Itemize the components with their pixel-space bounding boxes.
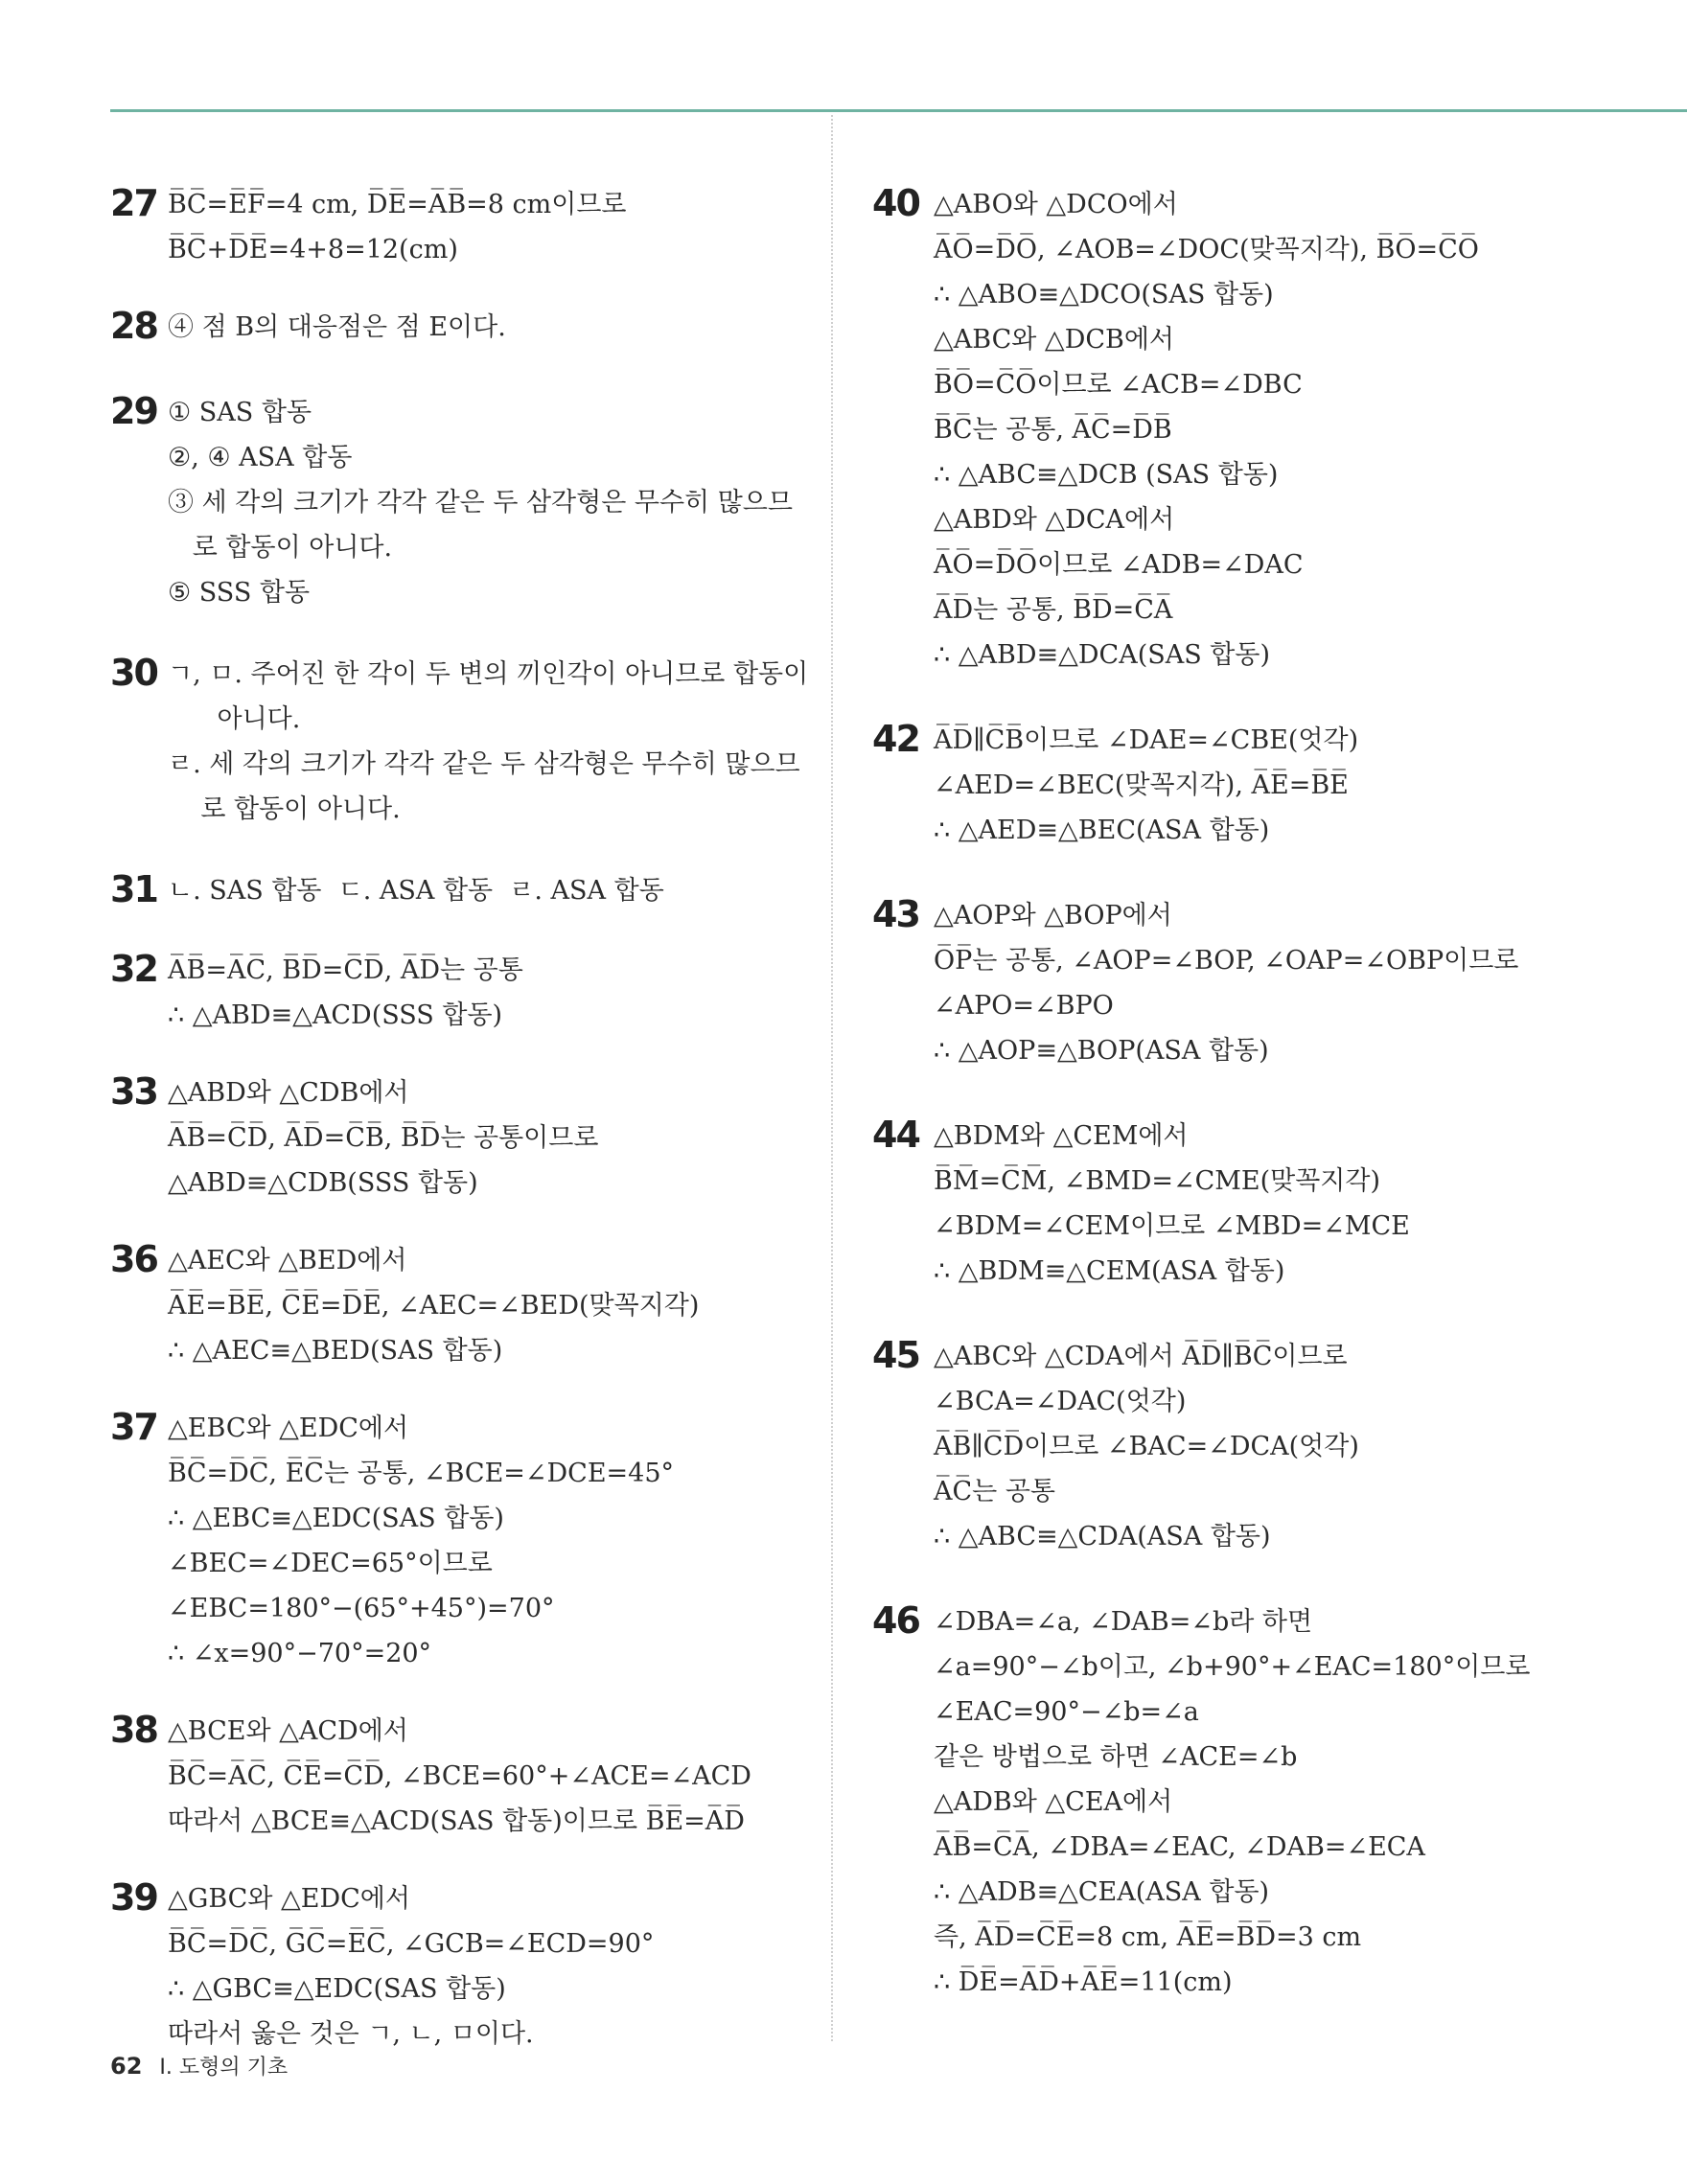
solution-line: B̅C̅=A̅C̅, C̅E̅=C̅D̅, ∠BCE=60°+∠ACE=∠ACD xyxy=(168,1761,751,1791)
solution-line: △ABC와 △DCB에서 xyxy=(934,325,1175,355)
solution-line: ∴ △BDM≡△CEM(ASA 합동) xyxy=(934,1256,1285,1286)
right-column xyxy=(872,182,1658,2005)
problem-33 xyxy=(110,1070,800,1206)
solution-line: 즉, A̅D̅=C̅E̅=8 cm, A̅E̅=B̅D̅=3 cm xyxy=(934,1922,1362,1952)
solution-line: ∠BCA=∠DAC(엇각) xyxy=(934,1387,1187,1416)
solution-lines xyxy=(168,182,800,272)
problem-number: 36 xyxy=(110,1238,157,1280)
problem-number: 43 xyxy=(872,893,919,935)
problem-29 xyxy=(110,390,800,615)
problem-46 xyxy=(872,1599,1658,2005)
problem-number: 28 xyxy=(110,305,157,347)
solution-line: A̅B̅=C̅A̅, ∠DBA=∠EAC, ∠DAB=∠ECA xyxy=(934,1832,1425,1862)
solution-line: △BDM와 △CEM에서 xyxy=(934,1121,1189,1151)
solution-line: 따라서 옳은 것은 ㄱ, ㄴ, ㅁ이다. xyxy=(168,2019,534,2049)
solution-line: ∠a=90°−∠b이고, ∠b+90°+∠EAC=180°이므로 xyxy=(934,1652,1531,1682)
solution-line: △EBC와 △EDC에서 xyxy=(168,1414,409,1443)
page-number: 62 xyxy=(110,2053,143,2080)
solution-line: ∴ △ABC≡△DCB (SAS 합동) xyxy=(934,460,1279,490)
solution-line: A̅O̅=D̅O̅이므로 ∠ADB=∠DAC xyxy=(934,550,1304,580)
solution-line: ④ 점 B의 대응점은 점 E이다. xyxy=(168,312,506,342)
solution-line: B̅C̅=D̅C̅, G̅C̅=E̅C̅, ∠GCB=∠ECD=90° xyxy=(168,1929,655,1959)
solution-lines xyxy=(168,652,808,832)
solution-line: B̅C̅=E̅F̅=4 cm, D̅E̅=A̅B̅=8 cm이므로 xyxy=(168,190,627,219)
solution-line: △AOP와 △BOP에서 xyxy=(934,901,1172,931)
problem-number: 30 xyxy=(110,652,157,694)
solution-line: ∴ △ABD≡△ACD(SSS 합동) xyxy=(168,1000,503,1030)
solution-line: ∴ △ADB≡△CEA(ASA 합동) xyxy=(934,1877,1270,1907)
solution-line: ∠APO=∠BPO xyxy=(934,991,1114,1021)
solution-line: ∴ △EBC≡△EDC(SAS 합동) xyxy=(168,1504,504,1533)
problem-40 xyxy=(872,182,1658,678)
solution-line: B̅C̅=D̅C̅, E̅C̅는 공통, ∠BCE=∠DCE=45° xyxy=(168,1459,675,1488)
problem-31 xyxy=(110,868,800,913)
solution-line: ∴ ∠x=90°−70°=20° xyxy=(168,1639,432,1668)
problem-number: 32 xyxy=(110,948,157,990)
problem-27 xyxy=(110,182,800,272)
problem-45 xyxy=(872,1334,1658,1559)
solution-line: ∴ △ABO≡△DCO(SAS 합동) xyxy=(934,280,1274,310)
top-rule xyxy=(110,109,1687,112)
problem-28 xyxy=(110,305,800,350)
problem-43 xyxy=(872,893,1658,1073)
solution-line: △ABD와 △DCA에서 xyxy=(934,505,1175,535)
chapter-title: Ⅰ. 도형의 기초 xyxy=(159,2056,289,2080)
solution-lines xyxy=(934,718,1658,853)
problem-number: 37 xyxy=(110,1406,157,1448)
problem-30 xyxy=(110,652,809,832)
solution-lines xyxy=(934,1599,1658,2005)
solution-line: △BCE와 △ACD에서 xyxy=(168,1716,408,1746)
solution-line: ㄱ, ㅁ. 주어진 한 각이 두 변의 끼인각이 아니므로 합동이 xyxy=(168,659,809,689)
solution-line: ∴ D̅E̅=A̅D̅+A̅E̅=11(cm) xyxy=(934,1967,1233,1997)
solution-lines xyxy=(168,1070,800,1206)
solution-line: B̅C̅는 공통, A̅C̅=D̅B̅ xyxy=(934,415,1172,445)
solution-line: △ABD≡△CDB(SSS 합동) xyxy=(168,1168,478,1198)
problem-number: 38 xyxy=(110,1709,157,1751)
solution-line: B̅M̅=C̅M̅, ∠BMD=∠CME(맞꼭지각) xyxy=(934,1166,1380,1196)
solution-line: ∠BEC=∠DEC=65°이므로 xyxy=(168,1549,493,1578)
solution-line: ∴ △ABD≡△DCA(SAS 합동) xyxy=(934,640,1271,670)
solution-line: ㄴ. SAS 합동 ㄷ. ASA 합동 ㄹ. ASA 합동 xyxy=(168,876,664,906)
column-divider xyxy=(831,115,833,2041)
solution-lines xyxy=(168,390,800,615)
problem-39 xyxy=(110,1876,800,2057)
solution-line: △ADB와 △CEA에서 xyxy=(934,1787,1173,1817)
solution-line: A̅B̅∥C̅D̅이므로 ∠BAC=∠DCA(엇각) xyxy=(934,1432,1359,1461)
solution-line: △AEC와 △BED에서 xyxy=(168,1246,407,1276)
solution-line: ∠BDM=∠CEM이므로 ∠MBD=∠MCE xyxy=(934,1211,1410,1241)
solution-line: ∠AED=∠BEC(맞꼭지각), A̅E̅=B̅E̅ xyxy=(934,770,1349,800)
problem-number: 31 xyxy=(110,868,157,910)
problem-36 xyxy=(110,1238,800,1373)
problem-44 xyxy=(872,1114,1658,1294)
solution-line: 아니다. xyxy=(168,704,301,734)
problem-42 xyxy=(872,718,1658,853)
solution-lines xyxy=(934,1114,1658,1294)
solution-line: ⑤ SSS 합동 xyxy=(168,578,311,608)
problem-number: 29 xyxy=(110,390,157,432)
solution-line: ∴ △AED≡△BEC(ASA 합동) xyxy=(934,816,1270,845)
solution-line: A̅D̅는 공통, B̅D̅=C̅A̅ xyxy=(934,595,1173,625)
solution-line: B̅C̅+D̅E̅=4+8=12(cm) xyxy=(168,235,458,264)
problem-number: 44 xyxy=(872,1114,919,1156)
solution-lines xyxy=(168,1709,800,1844)
solution-line: 같은 방법으로 하면 ∠ACE=∠b xyxy=(934,1742,1298,1772)
solution-line: ① SAS 합동 xyxy=(168,398,312,427)
problem-number: 42 xyxy=(872,718,919,760)
solution-line: ∴ △AEC≡△BED(SAS 합동) xyxy=(168,1336,503,1366)
solution-lines xyxy=(168,1238,800,1373)
solution-lines xyxy=(934,1334,1658,1559)
problem-37 xyxy=(110,1406,800,1676)
solution-lines xyxy=(168,948,800,1038)
solution-line: 따라서 △BCE≡△ACD(SAS 합동)이므로 B̅E̅=A̅D̅ xyxy=(168,1806,745,1836)
problem-number: 45 xyxy=(872,1334,919,1376)
solution-line: ∠DBA=∠a, ∠DAB=∠b라 하면 xyxy=(934,1607,1313,1637)
solution-line: △ABC와 △CDA에서 A̅D̅∥B̅C̅이므로 xyxy=(934,1342,1348,1371)
problem-number: 33 xyxy=(110,1070,157,1113)
problem-32 xyxy=(110,948,800,1038)
solution-lines xyxy=(168,305,800,350)
solution-line: A̅D̅∥C̅B̅이므로 ∠DAE=∠CBE(엇각) xyxy=(934,725,1359,755)
problem-number: 40 xyxy=(872,182,919,224)
solution-lines xyxy=(168,1406,800,1676)
page-footer xyxy=(110,2051,288,2081)
solution-line: ∴ △GBC≡△EDC(SAS 합동) xyxy=(168,1974,506,2004)
solution-line: ∠EBC=180°−(65°+45°)=70° xyxy=(168,1594,555,1623)
solution-line: A̅C̅는 공통 xyxy=(934,1477,1055,1506)
solution-line: △ABO와 △DCO에서 xyxy=(934,190,1178,219)
left-column xyxy=(110,182,809,2057)
solution-line: ∴ △ABC≡△CDA(ASA 합동) xyxy=(934,1522,1271,1552)
solution-line: 로 합동이 아니다. xyxy=(168,794,401,824)
solution-line: A̅E̅=B̅E̅, C̅E̅=D̅E̅, ∠AEC=∠BED(맞꼭지각) xyxy=(168,1291,700,1321)
solution-line: O̅P̅는 공통, ∠AOP=∠BOP, ∠OAP=∠OBP이므로 xyxy=(934,946,1519,976)
solution-line: ㄹ. 세 각의 크기가 각각 같은 두 삼각형은 무수히 많으므 xyxy=(168,749,800,779)
solution-line: A̅B̅=C̅D̅, A̅D̅=C̅B̅, B̅D̅는 공통이므로 xyxy=(168,1123,599,1153)
solution-lines xyxy=(168,868,800,913)
solution-lines xyxy=(934,182,1658,678)
problem-number: 27 xyxy=(110,182,157,224)
solution-line: ∴ △AOP≡△BOP(ASA 합동) xyxy=(934,1036,1269,1066)
solution-line: △GBC와 △EDC에서 xyxy=(168,1884,410,1914)
solution-lines xyxy=(934,893,1658,1073)
solution-line: ∠EAC=90°−∠b=∠a xyxy=(934,1697,1199,1727)
solution-line: ②, ④ ASA 합동 xyxy=(168,443,353,472)
solution-line: ③ 세 각의 크기가 각각 같은 두 삼각형은 무수히 많으므 xyxy=(168,488,793,517)
problem-number: 39 xyxy=(110,1876,157,1919)
solution-line: A̅B̅=A̅C̅, B̅D̅=C̅D̅, A̅D̅는 공통 xyxy=(168,955,523,985)
solution-lines xyxy=(168,1876,800,2057)
solution-line: B̅O̅=C̅O̅이므로 ∠ACB=∠DBC xyxy=(934,370,1303,400)
solution-line: 로 합동이 아니다. xyxy=(168,533,393,563)
solution-line: △ABD와 △CDB에서 xyxy=(168,1078,409,1108)
problem-38 xyxy=(110,1709,800,1844)
solution-line: A̅O̅=D̅O̅, ∠AOB=∠DOC(맞꼭지각), B̅O̅=C̅O̅ xyxy=(934,235,1479,264)
problem-number: 46 xyxy=(872,1599,919,1642)
